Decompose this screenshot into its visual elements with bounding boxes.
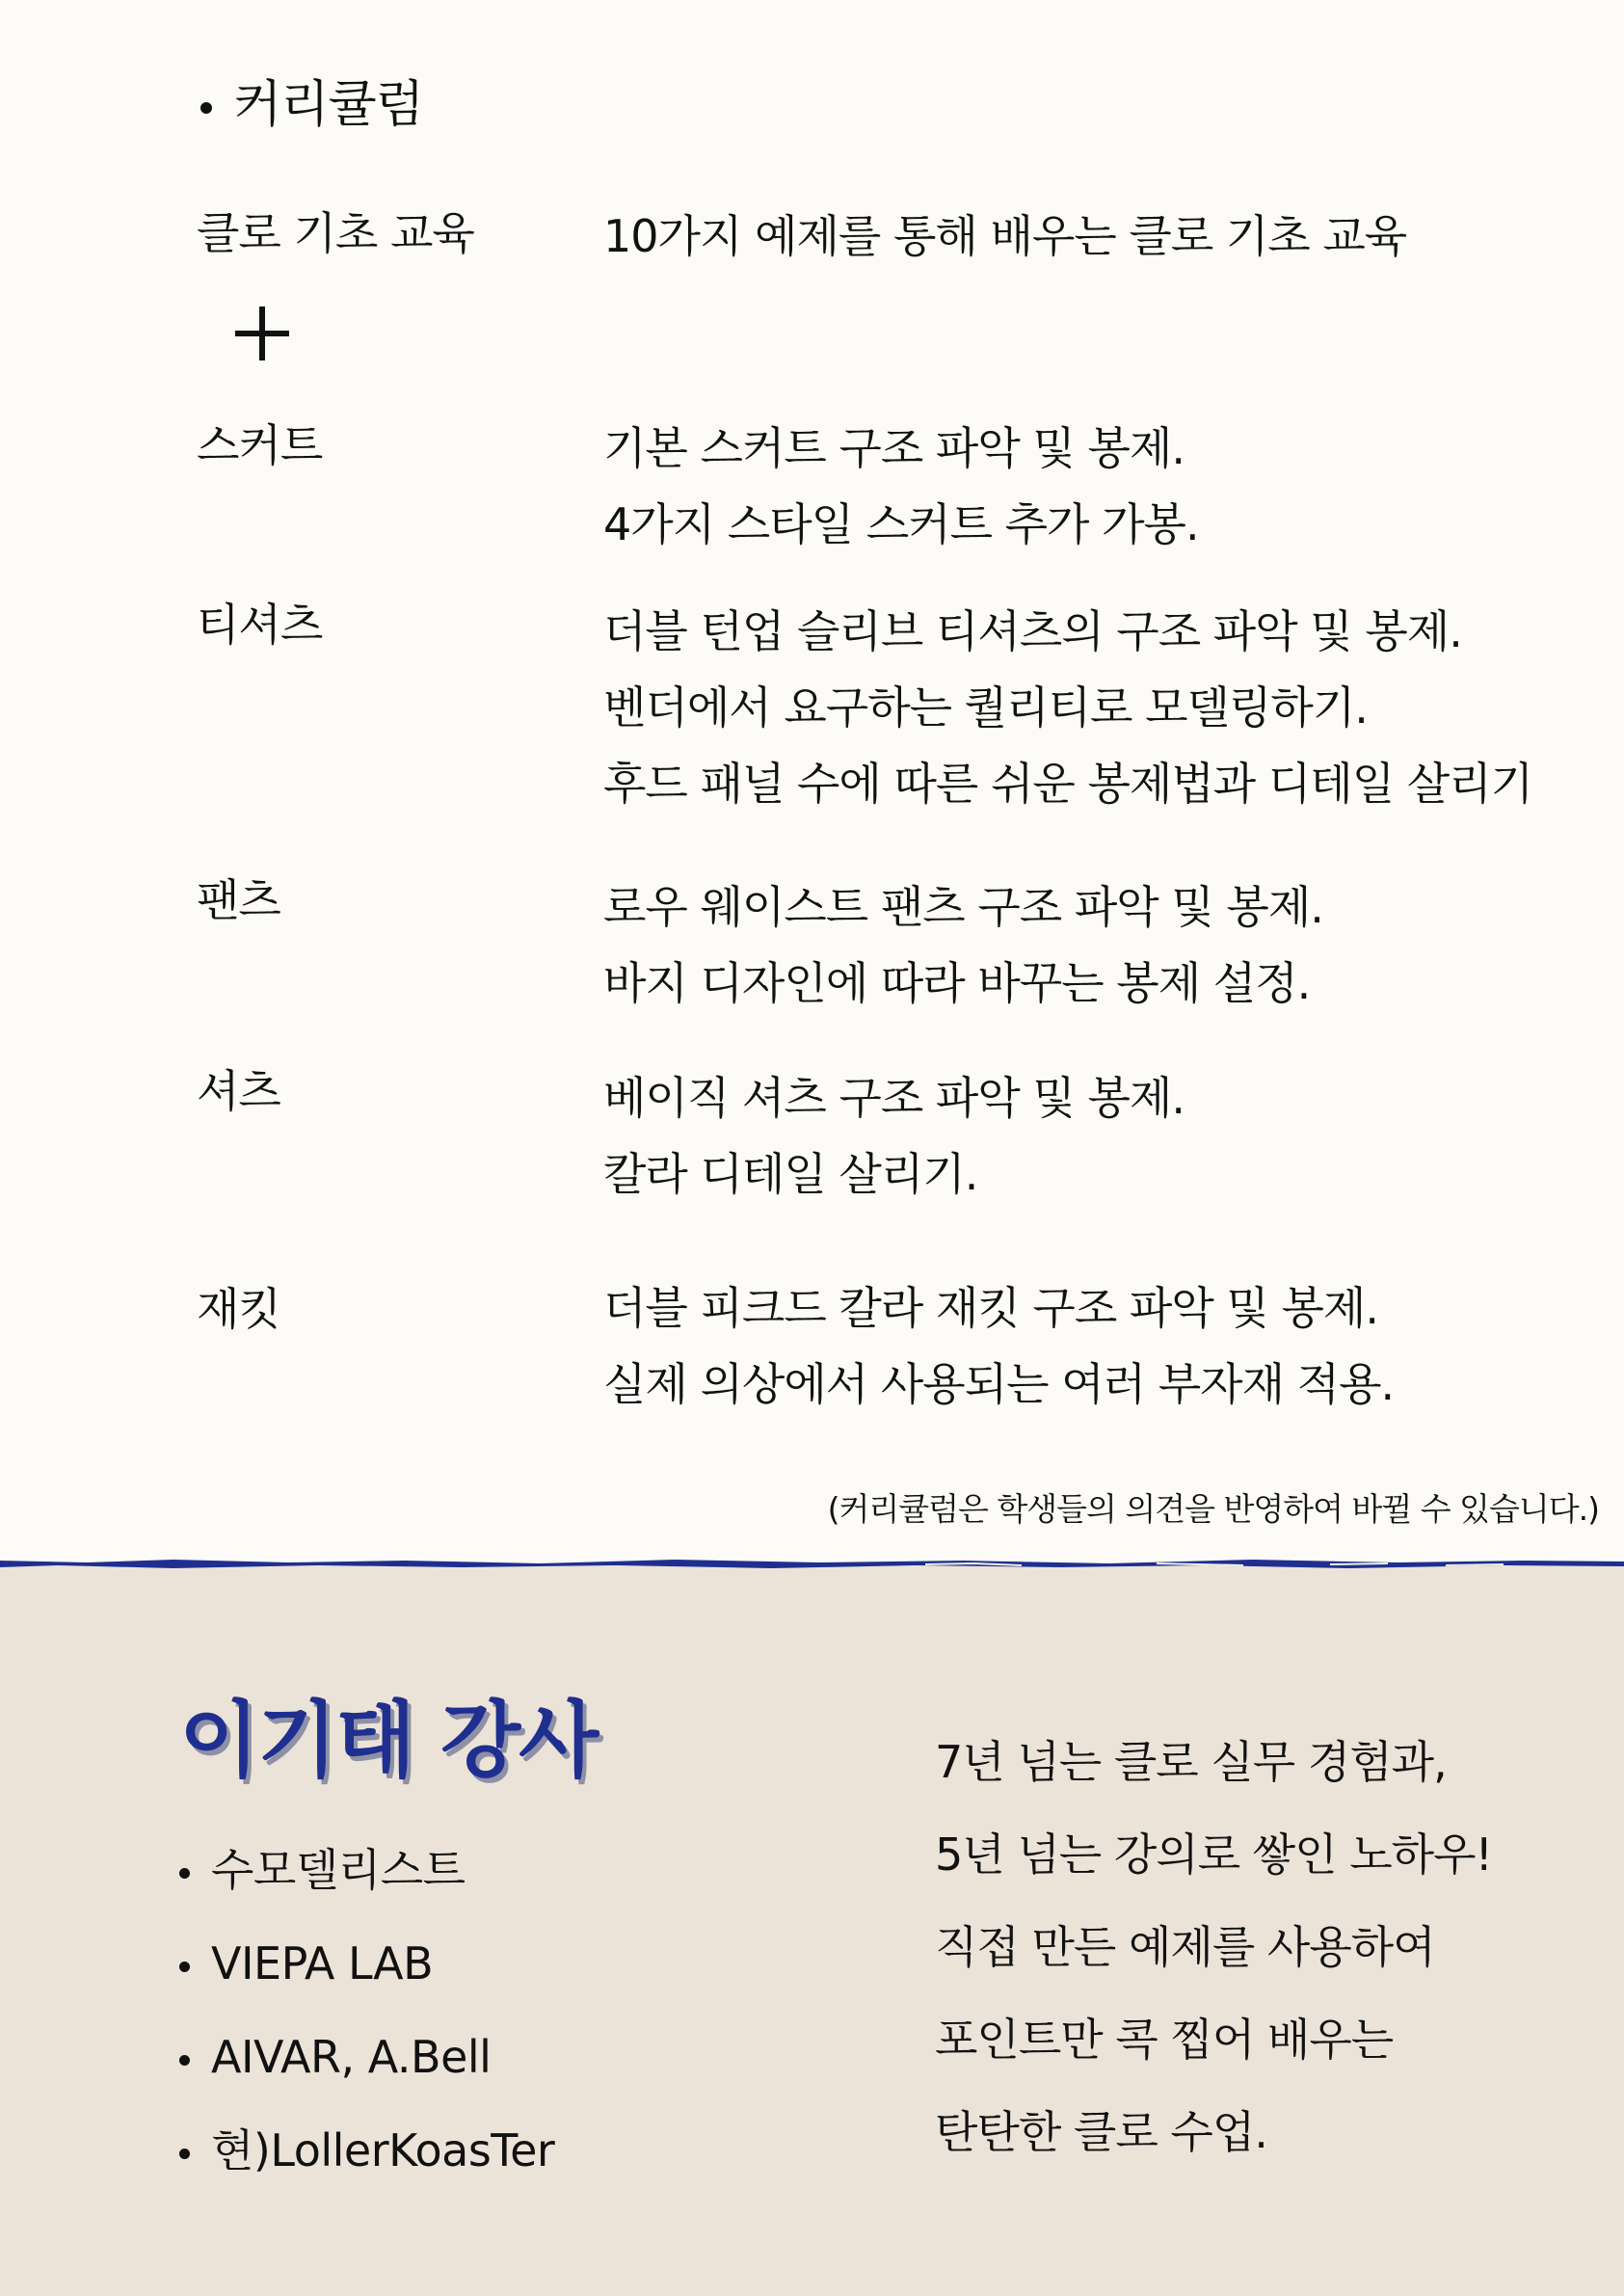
credential-item <box>179 1824 554 1917</box>
desc-line: 4가지 스타일 스커트 추가 가봉. <box>603 498 1199 550</box>
curriculum-desc-basic <box>603 199 1406 275</box>
curriculum-label-jacket: 재킷 <box>197 1283 280 1335</box>
curriculum-desc-tshirt <box>603 594 1532 822</box>
desc-line: 후드 패널 수에 따른 쉬운 봉제법과 디테일 살리기 <box>603 758 1533 810</box>
curriculum-label-skirt: 스커트 <box>197 419 323 471</box>
pitch-line: 직접 만든 예제를 사용하여 <box>935 1921 1435 1973</box>
plus-icon <box>235 307 289 360</box>
credential-item <box>179 2011 554 2104</box>
credential-text: AIVAR, A.Bell <box>211 2031 492 2083</box>
curriculum-heading <box>193 64 423 136</box>
curriculum-heading-text: 커리큘럼 <box>233 76 423 134</box>
desc-line: 기본 스커트 구조 파악 및 봉제. <box>603 422 1185 474</box>
pitch-line: 7년 넘는 클로 실무 경험과, <box>935 1736 1447 1788</box>
curriculum-desc-pants <box>603 869 1323 1022</box>
desc-line: 바지 디자인에 따라 바꾸는 봉제 설정. <box>603 957 1311 1009</box>
curriculum-desc-skirt <box>603 411 1199 563</box>
torn-edge-divider <box>0 1556 1624 1573</box>
desc-line: 10가지 예제를 통해 배우는 클로 기초 교육 <box>603 210 1407 262</box>
credential-item <box>179 1917 554 2011</box>
curriculum-label-pants: 팬츠 <box>197 874 280 926</box>
pitch-line: 탄탄한 클로 수업. <box>935 2106 1267 2158</box>
curriculum-desc-jacket <box>603 1270 1394 1423</box>
instructor-pitch <box>935 1716 1492 2178</box>
desc-line: 더블 턴업 슬리브 티셔츠의 구조 파악 및 봉제. <box>603 605 1462 657</box>
desc-line: 칼라 디테일 살리기. <box>603 1148 978 1200</box>
curriculum-note: (커리큘럼은 학생들의 의견을 반영하여 바뀔 수 있습니다.) <box>827 1490 1599 1528</box>
credential-text: VIEPA LAB <box>211 1937 434 1989</box>
bullet-icon <box>179 2055 190 2066</box>
desc-line: 로우 웨이스트 팬츠 구조 파악 및 봉제. <box>603 881 1323 933</box>
pitch-line: 5년 넘는 강의로 쌓인 노하우! <box>935 1829 1492 1881</box>
curriculum-label-tshirt: 티셔츠 <box>197 599 323 651</box>
curriculum-desc-shirt <box>603 1060 1185 1213</box>
pitch-line: 포인트만 콕 찝어 배우는 <box>935 2014 1394 2066</box>
credential-text: 현)LollerKoasTer <box>211 2124 555 2176</box>
instructor-credentials <box>179 1824 554 2198</box>
bullet-icon <box>200 102 212 114</box>
instructor-name: 이기태 강사 <box>179 1693 598 1789</box>
desc-line: 실제 의상에서 사용되는 여러 부자재 적용. <box>603 1358 1395 1410</box>
bullet-icon <box>179 1962 190 1972</box>
credential-item <box>179 2104 554 2198</box>
bullet-icon <box>179 1868 190 1879</box>
curriculum-label-shirt: 셔츠 <box>197 1065 280 1117</box>
curriculum-label-basic: 클로 기초 교육 <box>197 207 474 259</box>
desc-line: 더블 피크드 칼라 재킷 구조 파악 및 봉제. <box>603 1282 1378 1334</box>
desc-line: 베이직 셔츠 구조 파악 및 봉제. <box>603 1072 1185 1124</box>
desc-line: 벤더에서 요구하는 퀄리티로 모델링하기. <box>603 681 1368 734</box>
credential-text: 수모델리스트 <box>211 1844 466 1896</box>
bullet-icon <box>179 2149 190 2159</box>
